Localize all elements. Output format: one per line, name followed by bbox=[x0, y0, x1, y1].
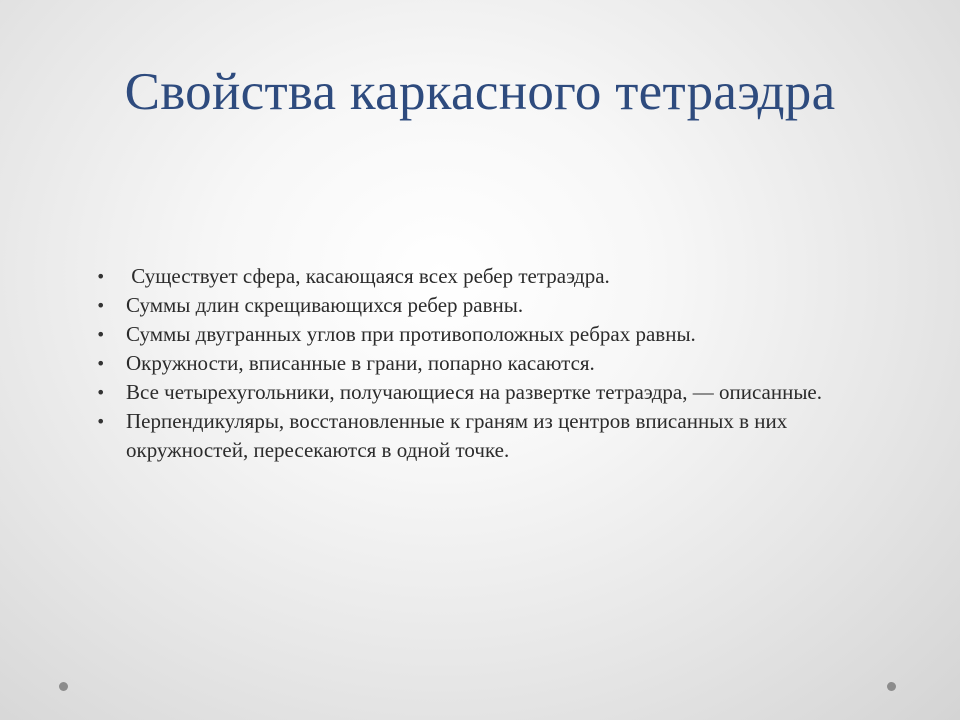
bullet-icon: • bbox=[96, 354, 106, 373]
bullet-text: Перпендикуляры, восстановленные к граням из центров вписанных в них окружностей, пересекаются в одной точке. bbox=[126, 409, 788, 462]
slide-title: Свойства каркасного тетраэдра bbox=[124, 63, 836, 121]
bullet-item bbox=[96, 262, 886, 291]
corner-dot-icon bbox=[59, 682, 68, 691]
bullet-icon: • bbox=[96, 296, 106, 315]
bullet-text: Суммы длин скрещивающихся ребер равны. bbox=[126, 293, 524, 317]
bullet-text: Все четырехугольники, получающиеся на развертке тетраэдра, — описанные. bbox=[126, 380, 823, 404]
bullet-icon: • bbox=[96, 412, 106, 431]
bullet-text: Суммы двугранных углов при противоположных ребрах равны. bbox=[126, 322, 696, 346]
bullet-list bbox=[96, 262, 886, 465]
bullet-icon: • bbox=[96, 325, 106, 344]
bullet-item bbox=[96, 320, 886, 349]
bullet-icon: • bbox=[96, 383, 106, 402]
bullet-text: Окружности, вписанные в грани, попарно касаются. bbox=[126, 351, 595, 375]
corner-dot-icon bbox=[887, 682, 896, 691]
bullet-text: Существует сфера, касающаяся всех ребер тетраэдра. bbox=[126, 264, 610, 288]
bullet-item bbox=[96, 407, 886, 465]
bullet-icon: • bbox=[96, 267, 106, 286]
bullet-item bbox=[96, 349, 886, 378]
bullet-item bbox=[96, 291, 886, 320]
bullet-item bbox=[96, 378, 886, 407]
